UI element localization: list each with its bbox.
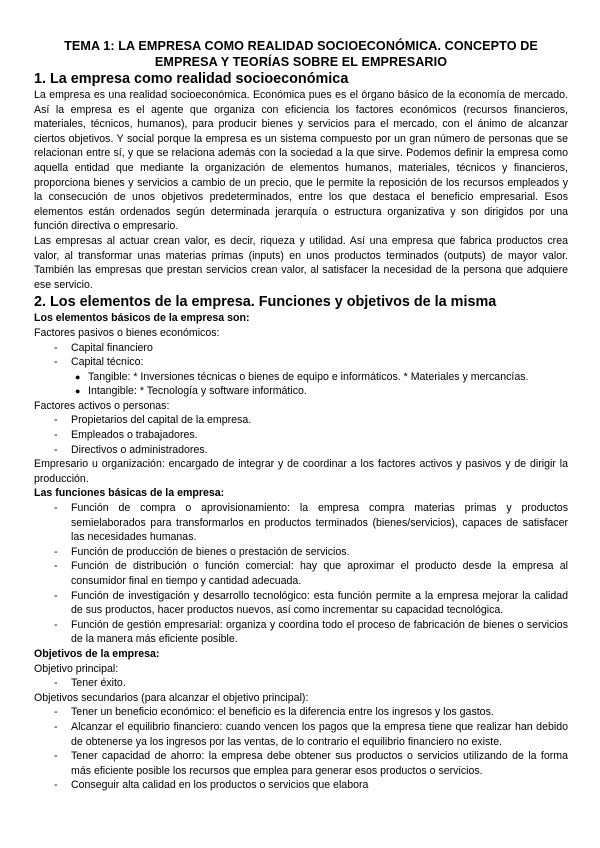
list-item: - Propietarios del capital de la empresa. bbox=[34, 413, 568, 428]
passive-factors-list bbox=[34, 341, 568, 370]
list-item: - Función de compra o aprovisionamiento: la empresa compra materias primas y productos semielaborados para transformarlos en productos terminados (bienes/servicios), capaces de satisfacer las necesidades humanas. bbox=[34, 501, 568, 545]
list-item: - Capital financiero bbox=[34, 341, 568, 356]
objectives-title: Objetivos de la empresa: bbox=[34, 647, 160, 660]
secondary-objectives-label: Objetivos secundarios (para alcanzar el objetivo principal): bbox=[34, 691, 309, 704]
document-title: TEMA 1: LA EMPRESA COMO REALIDAD SOCIOECONÓMICA. CONCEPTO DE EMPRESA Y TEORÍAS SOBRE EL EMPRESARIO bbox=[64, 39, 538, 69]
section-1-paragraph-2: Las empresas al actuar crean valor, es decir, riqueza y utilidad. Así una empresa que fabrica productos crea valor, al transformar unas materias primas (inputs) en unos productos terminados (outputs) de mayor valor. También las empresas que prestan servicios crean valor, al satisfacer la necesidad de la persona que adquiere ese servicio. bbox=[34, 234, 568, 291]
functions-list bbox=[34, 501, 568, 647]
passive-factors-label: Factores pasivos o bienes económicos: bbox=[34, 326, 220, 339]
list-item: - Tener éxito. bbox=[34, 676, 568, 691]
list-item: - Función de gestión empresarial: organiza y coordina todo el proceso de fabricación de bienes o servicios de la manera más eficiente posible. bbox=[34, 618, 568, 647]
section-1-heading: 1. La empresa como realidad socioeconómica bbox=[34, 71, 349, 87]
functions-title: Las funciones básicas de la empresa: bbox=[34, 487, 225, 500]
list-item: - Empleados o trabajadores. bbox=[34, 428, 568, 443]
list-item: - Capital técnico: bbox=[34, 355, 568, 370]
list-item: - Directivos o administradores. bbox=[34, 443, 568, 458]
main-objective-list bbox=[34, 676, 568, 691]
list-item: ● Intangible: * Tecnología y software informático. bbox=[34, 384, 568, 399]
section-2-heading: 2. Los elementos de la empresa. Funciones y objetivos de la misma bbox=[34, 294, 497, 311]
list-item: - Conseguir alta calidad en los productos o servicios que elabora bbox=[34, 778, 568, 793]
list-item: - Alcanzar el equilibrio financiero: cuando vencen los pagos que la empresa tiene que realizar han debido de obtenerse ya los ingresos por las ventas, de lo contrario el equilibrio financiero no existe. bbox=[34, 720, 568, 749]
document-page bbox=[34, 38, 568, 793]
active-factors-label: Factores activos o personas: bbox=[34, 399, 170, 412]
list-item: - Función de investigación y desarrollo tecnológico: esta función permite a la empresa mejorar la calidad de sus productos, hacer productos nuevos, así como incrementar su capacidad tecnológica. bbox=[34, 589, 568, 618]
elements-title: Los elementos básicos de la empresa son: bbox=[34, 312, 250, 325]
list-item: - Tener un beneficio económico: el beneficio es la diferencia entre los ingresos y los gastos. bbox=[34, 705, 568, 720]
section-1-paragraph-1: La empresa es una realidad socioeconómica. Económica pues es el órgano básico de la economía de mercado. Así la empresa es el agente que organiza con eficiencia los factores económicos (recursos financieros, materiales, técnicos, humanos), para producir bienes y servicios para el mercado, con el ánimo de alcanzar ciertos objetivos. Y social porque la empresa es un sistema compuesto por un gran número de personas que se relacionan entre sí, y que se relaciona además con la sociedad a la que sirve. Podemos definir la empresa como aquella entidad que mediante la organización de elementos humanos, materiales, técnicos y financieros, proporciona bienes y servicios a cambio de un precio, que le permite la reposición de los recursos empleados y la consecución de unos objetivos predeterminados, entre los que destaca el beneficio empresarial. Esos elementos están ordenados según determinada jerarquía o estructura organizativa y son dirigidos por una función directiva o empresario. bbox=[34, 89, 568, 233]
technical-capital-sublist bbox=[34, 370, 568, 399]
list-item: - Función de producción de bienes o prestación de servicios. bbox=[34, 545, 568, 560]
main-objective-label: Objetivo principal: bbox=[34, 662, 119, 675]
list-item: ● Tangible: * Inversiones técnicas o bienes de equipo e informáticos. * Materiales y mercancías. bbox=[34, 370, 568, 385]
list-item: - Función de distribución o función comercial: hay que aproximar el producto desde la empresa al consumidor final en tiempo y cantidad adecuada. bbox=[34, 559, 568, 588]
active-factors-list bbox=[34, 413, 568, 457]
secondary-objectives-list bbox=[34, 705, 568, 793]
entrepreneur-paragraph: Empresario u organización: encargado de integrar y de coordinar a los factores activos y pasivos y de dirigir la producción. bbox=[34, 458, 568, 485]
list-item: - Tener capacidad de ahorro: la empresa debe obtener sus productos o servicios utilizando de la forma más eficiente posible los recursos que emplea para generar esos productos o servicios. bbox=[34, 749, 568, 778]
